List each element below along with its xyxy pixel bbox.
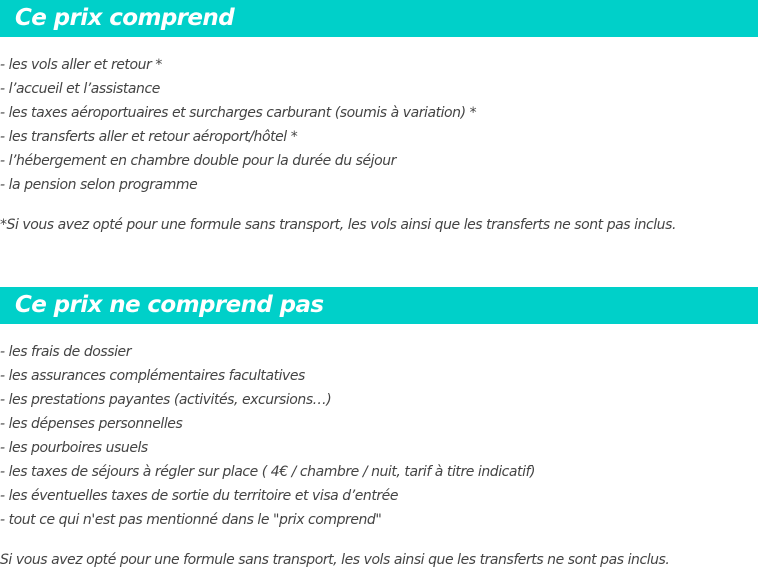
list-item: - les frais de dossier xyxy=(0,344,131,360)
includes-list xyxy=(0,53,476,197)
list-item: - les dépenses personnelles xyxy=(0,416,183,432)
list-item: - l’accueil et l’assistance xyxy=(0,81,160,97)
list-item: - les prestations payantes (activités, excursions…) xyxy=(0,392,332,408)
includes-footnote: *Si vous avez opté pour une formule sans transport, les vols ainsi que les transferts ne sont pas inclus. xyxy=(0,217,676,233)
list-item: - les taxes aéroportuaires et surcharges carburant (soumis à variation) * xyxy=(0,105,477,121)
list-item: - les vols aller et retour * xyxy=(0,57,162,73)
excludes-list xyxy=(0,340,535,532)
list-item: - les assurances complémentaires facultatives xyxy=(0,368,305,384)
list-item: - la pension selon programme xyxy=(0,177,198,193)
excludes-footnote: Si vous avez opté pour une formule sans transport, les vols ainsi que les transferts ne sont pas inclus. xyxy=(0,552,670,568)
list-item: - l’hébergement en chambre double pour la durée du séjour xyxy=(0,153,396,169)
list-item: - tout ce qui n'est pas mentionné dans le "prix comprend" xyxy=(0,512,382,528)
list-item: - les pourboires usuels xyxy=(0,440,148,456)
list-item: - les taxes de séjours à régler sur place ( 4€ / chambre / nuit, tarif à titre indicatif) xyxy=(0,464,536,480)
list-item: - les transferts aller et retour aéroport/hôtel * xyxy=(0,129,298,145)
list-item: - les éventuelles taxes de sortie du territoire et visa d’entrée xyxy=(0,488,398,504)
section-title-includes: Ce prix comprend xyxy=(0,0,758,37)
price-includes-section xyxy=(0,0,758,233)
section-title-excludes: Ce prix ne comprend pas xyxy=(0,287,758,324)
price-excludes-section xyxy=(0,287,758,568)
